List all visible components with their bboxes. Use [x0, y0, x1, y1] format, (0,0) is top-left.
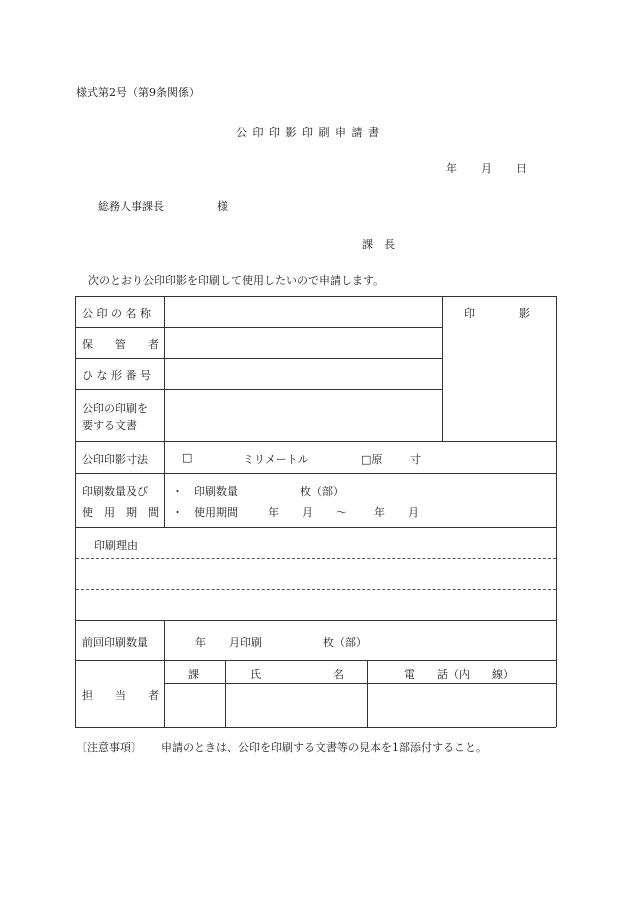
template-number-field[interactable]	[166, 360, 440, 387]
period-label: 使用期間	[194, 506, 238, 519]
date-year-label: 年	[446, 162, 457, 175]
print-quantity-label: 印刷数量	[194, 485, 238, 498]
seal-name-field[interactable]	[166, 298, 440, 325]
name-column-header-2: 名	[333, 668, 344, 681]
template-number-label: ひ な 形 番 号	[82, 369, 151, 382]
addressee-honorific: 様	[217, 200, 228, 213]
form-number: 様式第2号（第9条関係）	[76, 86, 200, 99]
custodian-label: 保 管 者	[82, 338, 159, 351]
document-label-line1: 公印の印刷を	[82, 402, 148, 415]
size-actual-suffix: 寸	[410, 453, 421, 466]
note-text: 申請のときは、公印を印刷する文書等の見本を1部添付すること。	[161, 741, 487, 754]
period-start-month: 月	[302, 506, 313, 519]
reason-label: 印刷理由	[94, 539, 138, 552]
custodian-field[interactable]	[166, 329, 440, 356]
bullet: ・	[172, 506, 183, 519]
addressee: 総務人事課長	[98, 200, 164, 213]
phone-column-header: 電 話（内 線）	[404, 668, 514, 681]
size-actual-checkbox[interactable]: □原	[361, 453, 383, 466]
reason-field[interactable]	[77, 560, 554, 618]
intro-text: 次のとおり公印印影を印刷して使用したいので申請します。	[88, 274, 385, 287]
name-field[interactable]	[227, 685, 366, 725]
document-label-line2: 要する文書	[82, 419, 137, 432]
period-start-year: 年	[268, 506, 279, 519]
note-label: 〔注意事項〕	[76, 741, 142, 754]
bullet: ・	[172, 485, 183, 498]
seal-impression-label: 印 影	[464, 307, 530, 320]
phone-field[interactable]	[369, 685, 555, 725]
name-column-header-1: 氏	[250, 668, 261, 681]
previous-year: 年	[195, 636, 206, 649]
date-month-label: 月	[481, 162, 492, 175]
quantity-label-line1: 印刷数量及び	[82, 485, 148, 498]
person-in-charge-label: 担 当 者	[82, 689, 159, 702]
previous-unit: 枚（部）	[323, 636, 367, 649]
quantity-label-line2: 使 用 期 間	[82, 506, 159, 519]
seal-name-label: 公 印 の 名 称	[82, 307, 151, 320]
seal-impression-box[interactable]	[444, 322, 554, 439]
section-field[interactable]	[166, 685, 224, 725]
section-column-header: 課	[188, 668, 199, 681]
previous-quantity-label: 前回印刷数量	[82, 636, 148, 649]
print-quantity-unit: 枚（部）	[300, 485, 344, 498]
date-day-label: 日	[516, 162, 527, 175]
size-mm-unit: ミリメートル	[243, 453, 309, 466]
document-field[interactable]	[166, 391, 440, 439]
period-tilde: ～	[336, 506, 347, 519]
period-end-month: 月	[408, 506, 419, 519]
size-label: 公印印影寸法	[82, 453, 148, 466]
size-mm-checkbox[interactable]: □	[182, 451, 193, 464]
period-end-year: 年	[374, 506, 385, 519]
form-title: 公 印 印 影 印 刷 申 請 書	[236, 126, 380, 139]
applicant-title: 課 長	[362, 238, 395, 251]
previous-month-print: 月印刷	[229, 636, 262, 649]
